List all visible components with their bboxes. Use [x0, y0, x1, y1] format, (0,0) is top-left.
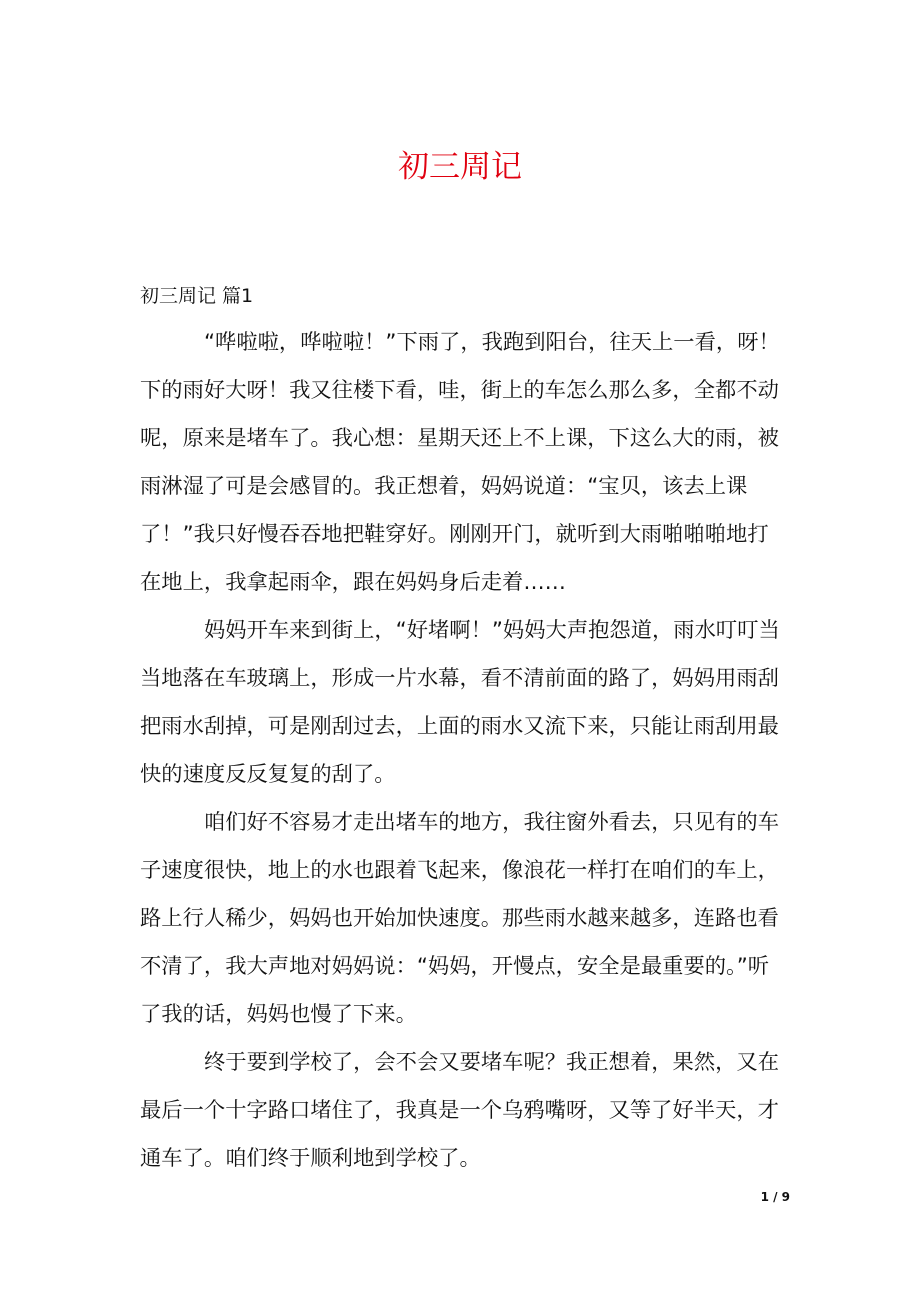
- page-number: 1 / 9: [760, 1190, 790, 1204]
- paragraph-line: 呢，原来是堵车了。我心想：星期天还上不上课，下这么大的雨，被: [140, 426, 779, 451]
- paragraph-line: 妈妈开车来到街上，“好堵啊！”妈妈大声抱怨道，雨水叮叮当: [204, 618, 780, 643]
- paragraph-line: 下的雨好大呀！我又往楼下看，哇，街上的车怎么那么多，全都不动: [140, 378, 779, 403]
- paragraph-line: 了！”我只好慢吞吞地把鞋穿好。刚刚开门，就听到大雨啪啪啪地打: [140, 522, 769, 547]
- paragraph-line: 路上行人稀少，妈妈也开始加快速度。那些雨水越来越多，连路也看: [140, 906, 779, 931]
- paragraph-line: “哗啦啦，哗啦啦！”下雨了，我跑到阳台，往天上一看，呀！: [204, 330, 780, 355]
- section-heading: 初三周记 篇1: [140, 285, 254, 307]
- paragraph-line: 在地上，我拿起雨伞，跟在妈妈身后走着……: [140, 570, 566, 595]
- paragraph-line: 把雨水刮掉，可是刚刮过去，上面的雨水又流下来，只能让雨刮用最: [140, 714, 779, 739]
- paragraph-line: 最后一个十字路口堵住了，我真是一个乌鸦嘴呀，又等了好半天，才: [140, 1098, 779, 1123]
- document-body: [140, 319, 800, 1183]
- paragraph-line: 通车了。咱们终于顺利地到学校了。: [140, 1146, 481, 1171]
- paragraph-line: 咱们好不容易才走出堵车的地方，我往窗外看去，只见有的车: [204, 810, 780, 835]
- paragraph-line: 快的速度反反复复的刮了。: [140, 762, 396, 787]
- paragraph-line: 了我的话，妈妈也慢了下来。: [140, 1002, 417, 1027]
- paragraph-line: 雨淋湿了可是会感冒的。我正想着，妈妈说道：“宝贝，该去上课: [140, 474, 748, 499]
- document-title: 初三周记: [398, 149, 522, 185]
- paragraph-line: 终于要到学校了，会不会又要堵车呢？我正想着，果然，又在: [204, 1050, 780, 1075]
- paragraph-line: 当地落在车玻璃上，形成一片水幕，看不清前面的路了，妈妈用雨刮: [140, 666, 779, 691]
- paragraph-line: 子速度很快，地上的水也跟着飞起来，像浪花一样打在咱们的车上，: [140, 858, 779, 883]
- paragraph-line: 不清了，我大声地对妈妈说：“妈妈，开慢点，安全是最重要的。”听: [140, 954, 770, 979]
